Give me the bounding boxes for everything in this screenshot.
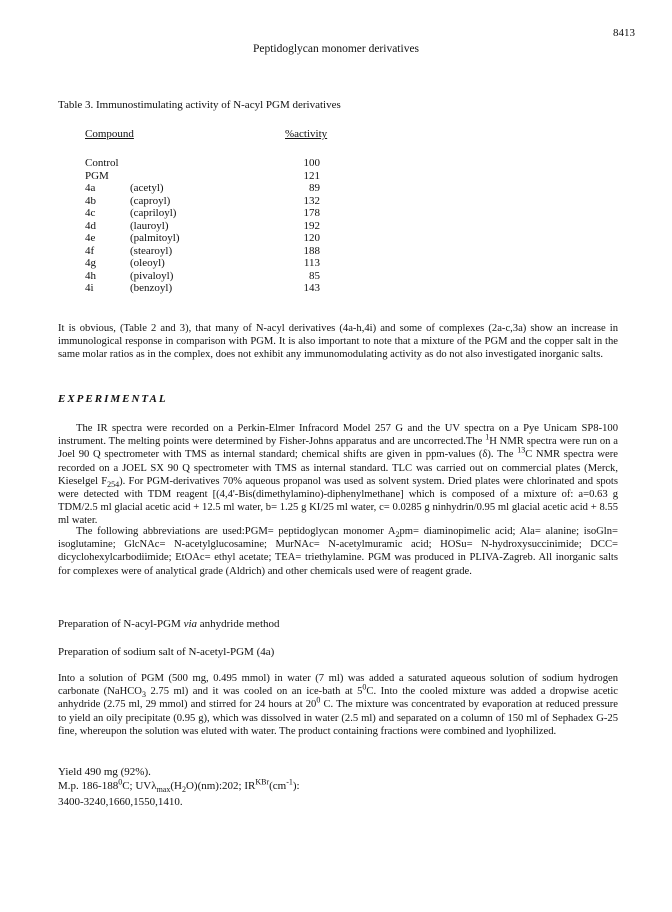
table-row bbox=[85, 232, 325, 245]
activity-value: 120 bbox=[303, 232, 320, 244]
compound-id: PGM bbox=[85, 169, 109, 182]
compound-id: Control bbox=[85, 157, 119, 169]
compound-id: 4e bbox=[85, 232, 96, 244]
compound-id: 4f bbox=[85, 244, 95, 257]
activity-value: 85 bbox=[309, 269, 320, 282]
table-row bbox=[85, 282, 325, 295]
compound-id: 4c bbox=[85, 207, 96, 219]
compound-name: (caproyl) bbox=[130, 194, 171, 207]
table-row bbox=[85, 220, 325, 233]
activity-value: 89 bbox=[309, 182, 320, 194]
activity-value: 143 bbox=[303, 282, 320, 294]
activity-value: 100 bbox=[303, 157, 320, 169]
compound-name: (acetyl) bbox=[130, 182, 164, 194]
compound-name: (capriloyl) bbox=[130, 207, 177, 219]
table-row bbox=[85, 195, 325, 208]
table-row bbox=[85, 157, 325, 170]
subsection-heading: Preparation of sodium salt of N-acetyl-PGM (4a) bbox=[58, 646, 275, 658]
abbreviations-paragraph: The following abbreviations are used:PGM= peptidoglycan monomer $A_2pm=$ diaminopimelic acid; Ala= alanine; isoGln= isoglutamine; GlcNAc= N-acetylglucosamine; MurNAc= N-acetylmuramic acid; HOSu= N-hydroxysuccinimide; DCC= dicyclohexylcarbodiimide; EtOAc= ethyl acetate; TEA= triethylamine. PGM was produced in PLIVA-Zagreb. All inorganic salts for complexes were of analytical grade (Aldrich) and other chemicals used were of reagent grade. bbox=[58, 526, 618, 577]
activity-table bbox=[85, 157, 325, 295]
compound-name: (palmitoyl) bbox=[130, 232, 180, 244]
compound-id: 4h bbox=[85, 269, 96, 282]
compound-name: (benzoyl) bbox=[130, 282, 173, 294]
subsection-heading: Preparation of N-acyl-PGM via anhydride method bbox=[58, 618, 280, 630]
activity-value: 121 bbox=[303, 169, 320, 182]
experimental-heading: EXPERIMENTAL bbox=[58, 393, 168, 405]
page-number: 8413 bbox=[613, 27, 635, 39]
compound-id: 4g bbox=[85, 257, 96, 269]
yield-line: Yield 490 mg (92%). bbox=[58, 766, 151, 778]
activity-value: 178 bbox=[303, 207, 320, 219]
compound-name: (pivaloyl) bbox=[130, 269, 174, 282]
running-head: Peptidoglycan monomer derivatives bbox=[252, 43, 420, 55]
table-row bbox=[85, 257, 325, 270]
table-header-compound: Compound bbox=[85, 128, 134, 140]
methods-paragraph: The IR spectra were recorded on a Perkin-Elmer Infracord Model 257 G and the UV spectra on a Pye Unicam SP8-100 instrument. The melting points were determined by Fisher-Johns apparatus and are uncorrected.The $^1$H NMR spectra were run on a Joel 90 Q spectrometer with TMS as internal standard; chemical shifts are given in ppm-values (δ). The $^{13}$C NMR spectra were recorded on a JOEL SX 90 Q spectrometer with TMS as internal standard. TLC was carried out on commercial plates (Merck, Kieselgel $F_{254}$). For PGM-derivatives 70% aqueous propanol was used as solvent system. Dried plates were chlorinated and spots were detected with TDM reagent [(4,4'-Bis(dimethylamino)-diphenylmethane] which is composed of a mixture of: a=0.63 g TDM/2.5 ml glacial acetic acid + 12.5 ml water, b= 1.25 g KI/25 ml water, c= 0.0285 g ninhydrin/0.95 ml glacial acetic acid + 8.55 ml water. bbox=[58, 423, 618, 527]
procedure-paragraph: Into a solution of PGM (500 mg, 0.495 mmol) in water (7 ml) was added a saturated aqueous solution of sodium hydrogen carbonate (NaHCO$_3$ 2.75 ml) and it was cooled on an ice-bath at $5^0C$. Into the cooled mixture was added a dropwise acetic anhydride (2.75 ml, 29 mmol) and stirred for 24 hours at $20^0$ C. The mixture was concentrated by evaporation at reduced pressure to yield an oily precipitate (0.95 g), which was dissolved in water (2.5 ml) and separated on a column of 150 ml of Sephadex G-25 fine, whereupon the solution was eluted with water. The product containing fractions were combined and lyophilized. bbox=[58, 673, 618, 737]
activity-value: 132 bbox=[303, 194, 320, 207]
table-row bbox=[85, 182, 325, 195]
activity-value: 192 bbox=[303, 219, 320, 232]
activity-value: 113 bbox=[303, 257, 320, 269]
table-row bbox=[85, 207, 325, 220]
table-row bbox=[85, 270, 325, 283]
compound-id: 4i bbox=[85, 282, 94, 294]
compound-id: 4d bbox=[85, 219, 96, 232]
table-row bbox=[85, 245, 325, 258]
compound-id: 4b bbox=[85, 194, 96, 207]
compound-name: (stearoyl) bbox=[130, 244, 173, 257]
discussion-paragraph: It is obvious, (Table 2 and 3), that many of N-acyl derivatives (4a-h,4i) and some of complexes (2a-c,3a) show an increase in immunological response in comparison with PGM. It is also important to note that a mixture of the PGM and the copper salt in the same molar ratios as in the complex, does not exhibit any immunomodulating activity as do not also investigated inorganic salts. bbox=[58, 323, 618, 361]
table-row bbox=[85, 170, 325, 183]
ir-values-line: 3400-3240,1660,1550,1410. bbox=[58, 796, 183, 808]
compound-name: (lauroyl) bbox=[130, 219, 169, 232]
table-header-activity: %activity bbox=[285, 128, 328, 140]
table-caption: Table 3. Immunostimulating activity of N-acyl PGM derivatives bbox=[58, 99, 341, 111]
activity-value: 188 bbox=[303, 244, 320, 257]
compound-id: 4a bbox=[85, 182, 96, 194]
melting-point-line: M.p. $186-188^0C$; $UV\lambda_{max}(H_2O)(nm):202$; $IR^{KBr}(cm^{-1})$: bbox=[58, 777, 300, 795]
compound-name: (oleoyl) bbox=[130, 257, 165, 269]
